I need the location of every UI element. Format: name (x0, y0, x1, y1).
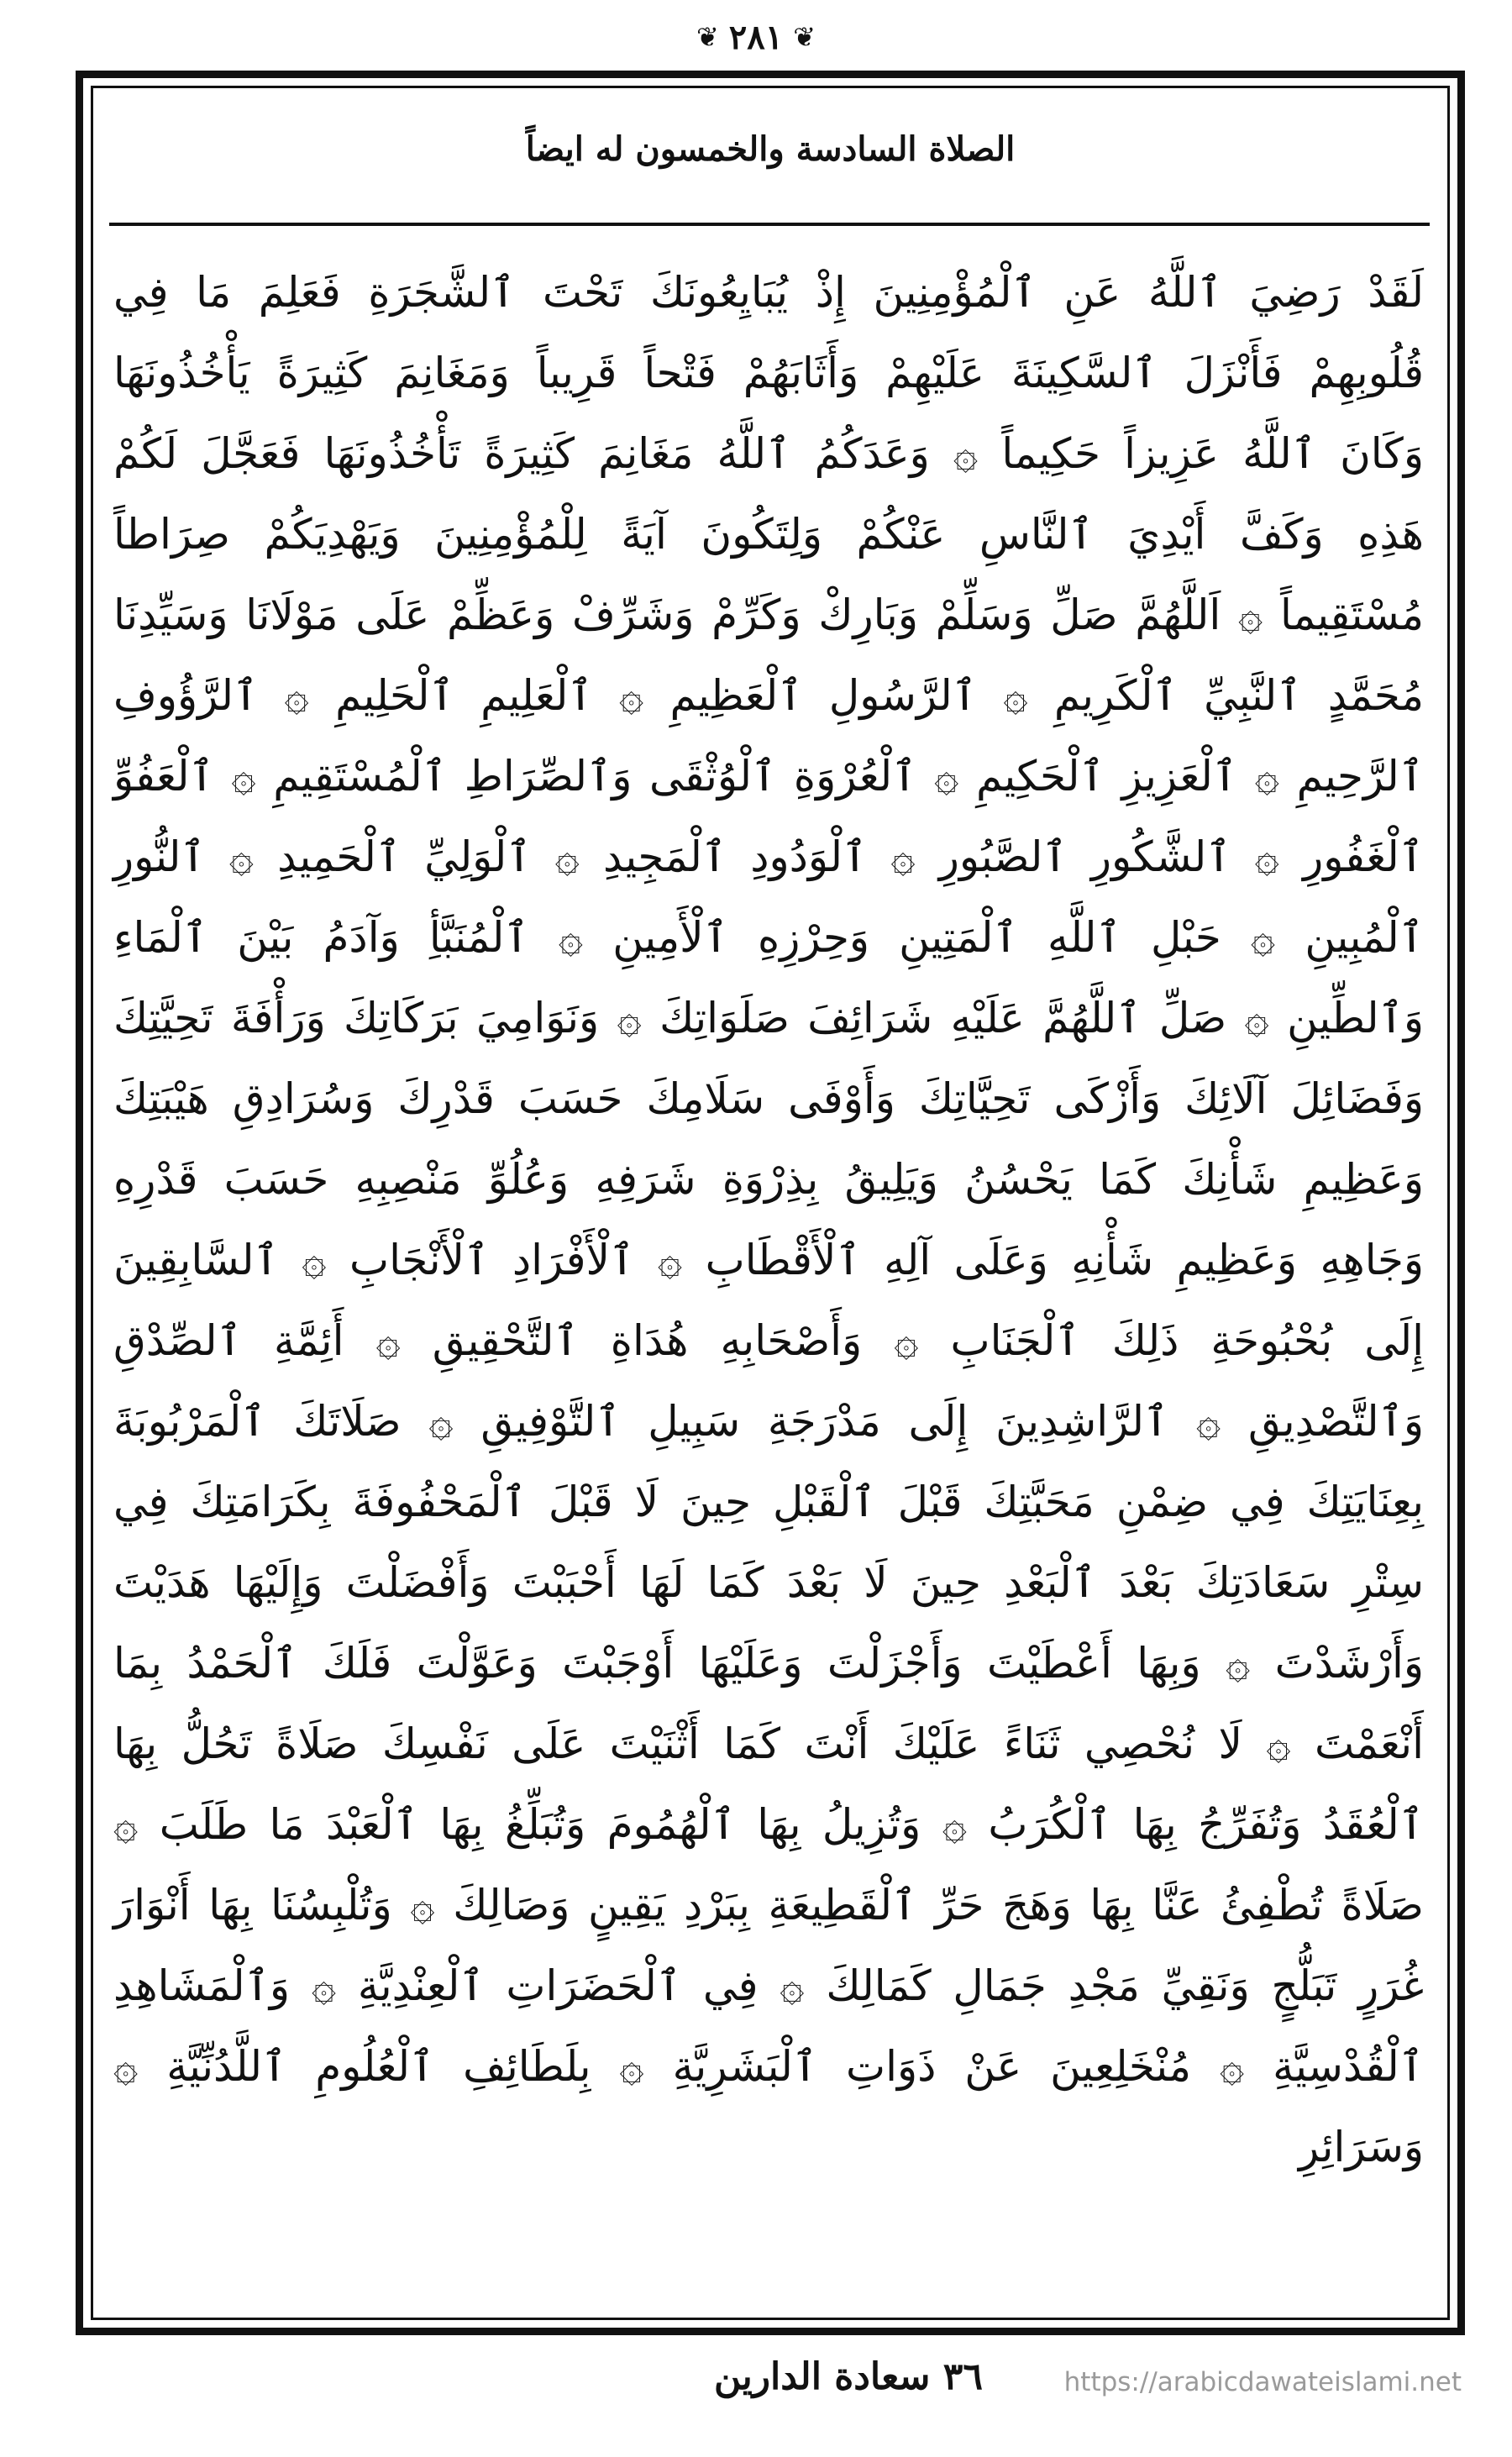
main-text-body: لَقَدْ رَضِيَ ٱللَّهُ عَنِ ٱلْمُؤْمِنِينَ إِذْ يُبَايِعُونَكَ تَحْتَ ٱلشَّجَرَةِ فَعَلِمَ مَا فِي قُلُوبِهِمْ فَأَنْزَلَ ٱلسَّكِينَةَ عَلَيْهِمْ وَأَثَابَهُمْ فَتْحاً قَرِيباً وَمَغَانِمَ كَثِيرَةً يَأْخُذُونَهَا وَكَانَ ٱللَّهُ عَزِيزاً حَكِيماً ۞ وَعَدَكُمُ ٱللَّهُ مَغَانِمَ كَثِيرَةً تَأْخُذُونَهَا فَعَجَّلَ لَكُمْ هَذِهِ وَكَفَّ أَيْدِيَ ٱلنَّاسِ عَنْكُمْ وَلِتَكُونَ آيَةً لِلْمُؤْمِنِينَ وَيَهْدِيَكُمْ صِرَاطاً مُسْتَقِيماً ۞ اَللَّهُمَّ صَلِّ وَسَلِّمْ وَبَارِكْ وَكَرِّمْ وَشَرِّفْ وَعَظِّمْ عَلَى مَوْلَانَا وَسَيِّدِنَا مُحَمَّدٍ ٱلنَّبِيِّ ٱلْكَرِيمِ ۞ ٱلرَّسُولِ ٱلْعَظِيمِ ۞ ٱلْعَلِيمِ ٱلْحَلِيمِ ۞ ٱلرَّؤُوفِ ٱلرَّحِيمِ ۞ ٱلْعَزِيزِ ٱلْحَكِيمِ ۞ ٱلْعُرْوَةِ ٱلْوُثْقَى وَٱلصِّرَاطِ ٱلْمُسْتَقِيمِ ۞ ٱلْعَفُوِّ ٱلْغَفُورِ ۞ ٱلشَّكُورِ ٱلصَّبُورِ ۞ ٱلْوَدُودِ ٱلْمَجِيدِ ۞ ٱلْوَلِيِّ ٱلْحَمِيدِ ۞ ٱلنُّورِ ٱلْمُبِينِ ۞ حَبْلِ ٱللَّهِ ٱلْمَتِينِ وَحِرْزِهِ ٱلْأَمِينِ ۞ ٱلْمُنَبَّأِ وَآدَمُ بَيْنَ ٱلْمَاءِ وَٱلطِّينِ ۞ صَلِّ ٱللَّهُمَّ عَلَيْهِ شَرَائِفَ صَلَوَاتِكَ ۞ وَنَوَامِيَ بَرَكَاتِكَ وَرَأْفَةَ تَحِيَّتِكَ وَفَضَائِلَ آلَائِكَ وَأَزْكَى تَحِيَّاتِكَ وَأَوْفَى سَلَامِكَ حَسَبَ قَدْرِكَ وَسُرَادِقِ هَيْبَتِكَ وَعَظِيمِ شَأْنِكَ كَمَا يَحْسُنُ وَيَلِيقُ بِذِرْوَةِ شَرَفِهِ وَعُلُوِّ مَنْصِبِهِ حَسَبَ قَدْرِهِ وَجَاهِهِ وَعَظِيمِ شَأْنِهِ وَعَلَى آلِهِ ٱلْأَقْطَابِ ۞ ٱلْأَفْرَادِ ٱلْأَنْجَابِ ۞ ٱلسَّابِقِينَ إِلَى بُحْبُوحَةِ ذَلِكَ ٱلْجَنَابِ ۞ وَأَصْحَابِهِ هُدَاةِ ٱلتَّحْقِيقِ ۞ أَئِمَّةِ ٱلصِّدْقِ وَٱلتَّصْدِيقِ ۞ ٱلرَّاشِدِينَ إِلَى مَدْرَجَةِ سَبِيلِ ٱلتَّوْفِيقِ ۞ صَلَاتَكَ ٱلْمَرْبُوبَةَ بِعِنَايَتِكَ فِي ضِمْنِ مَحَبَّتِكَ قَبْلَ ٱلْقَبْلِ حِينَ لَا قَبْلَ ٱلْمَحْفُوفَةَ بِكَرَامَتِكَ فِي سِتْرِ سَعَادَتِكَ بَعْدَ ٱلْبَعْدِ حِينَ لَا بَعْدَ كَمَا لَهَا أَحْبَبْتَ وَأَفْضَلْتَ وَإِلَيْهَا هَدَيْتَ وَأَرْشَدْتَ ۞ وَبِهَا أَعْطَيْتَ وَأَجْزَلْتَ وَعَلَيْهَا أَوْجَبْتَ وَعَوَّلْتَ فَلَكَ ٱلْحَمْدُ بِمَا أَنْعَمْتَ ۞ لَا نُحْصِي ثَنَاءً عَلَيْكَ أَنْتَ كَمَا أَثْنَيْتَ عَلَى نَفْسِكَ صَلَاةً تَحُلُّ بِهَا ٱلْعُقَدُ وَتُفَرِّجُ بِهَا ٱلْكُرَبُ ۞ وَتُزِيلُ بِهَا ٱلْهُمُومَ وَتُبَلِّغُ بِهَا ٱلْعَبْدَ مَا طَلَبَ ۞ صَلَاةً تُطْفِئُ عَنَّا بِهَا وَهَجَ حَرِّ ٱلْقَطِيعَةِ بِبَرْدِ يَقِينٍ وَصَالِكَ ۞ وَتُلْبِسُنَا بِهَا أَنْوَارَ غُرَرٍ تَبَلُّجٍ وَنَقِيِّ مَجْدِ جَمَالِ كَمَالِكَ ۞ فِي ٱلْحَضَرَاتِ ٱلْعِنْدِيَّةِ ۞ وَٱلْمَشَاهِدِ ٱلْقُدْسِيَّةِ ۞ مُنْخَلِعِينَ عَنْ ذَوَاتِ ٱلْبَشَرِيَّةِ ۞ بِلَطَائِفِ ٱلْعُلُومِ ٱللَّدُنِّيَّةِ ۞ وَسَرَائِرِ (113, 268, 1424, 2171)
page-header (0, 12, 1512, 62)
section-title-box (91, 86, 1450, 212)
watermark-url: https://arabicdawateislami.net (1063, 2367, 1462, 2397)
flower-ornament-icon: ❦ (696, 21, 719, 53)
page-number: ٢٨١ (728, 17, 784, 57)
footer-book-title: ٣٦ سعادة الدارين (714, 2355, 983, 2398)
flower-ornament-icon: ❦ (793, 21, 816, 53)
title-divider (109, 223, 1430, 226)
section-title: الصلاة السادسة والخمسون له ايضاً (525, 129, 1016, 169)
page-footer (0, 2344, 1512, 2428)
